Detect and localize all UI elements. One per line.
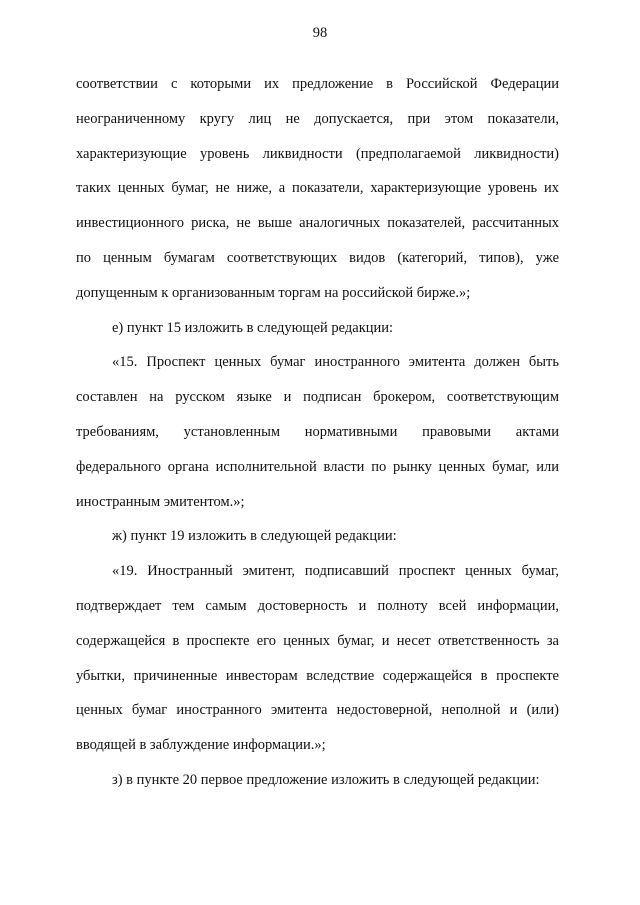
text-line: по ценным бумагам соответствующих видов (категорий, типов), уже (76, 249, 559, 266)
text-line: неограниченному кругу лиц не допускается, при этом показатели, (76, 110, 559, 127)
text-line: федерального органа исполнительной власти по рынку ценных бумаг, или (76, 458, 559, 475)
text-line: характеризующие уровень ликвидности (предполагаемой ликвидности) (76, 145, 559, 162)
text-line: требованиям, установленным нормативными правовыми актами (76, 423, 559, 440)
paragraph-continuation (76, 67, 559, 311)
paragraph-item-zh (76, 519, 559, 554)
text-line: «15. Проспект ценных бумаг иностранного эмитента должен быть (112, 354, 559, 371)
text-line: инвестиционного риска, не выше аналогичных показателей, рассчитанных (76, 215, 559, 232)
text-line: содержащейся в проспекте его ценных бумаг, и несет ответственность за (76, 632, 559, 649)
paragraph-clause-19 (76, 554, 559, 763)
text-line: е) пункт 15 изложить в следующей редакции: (112, 319, 394, 336)
paragraph-clause-15 (76, 345, 559, 519)
text-line: ж) пункт 19 изложить в следующей редакции: (112, 528, 397, 545)
text-line: «19. Иностранный эмитент, подписавший проспект ценных бумаг, (112, 563, 559, 580)
text-line: допущенным к организованным торгам на российской бирже.»; (76, 284, 471, 301)
text-line: соответствии с которыми их предложение в Российской Федерации (76, 76, 559, 92)
page-number: 98 (312, 25, 328, 41)
text-line: ценных бумаг иностранного эмитента недостоверной, неполной и (или) (76, 702, 559, 719)
paragraph-item-e (76, 311, 559, 346)
text-line: иностранным эмитентом.»; (76, 493, 245, 510)
document-body (76, 67, 559, 798)
text-line: з) в пункте 20 первое предложение изложить в следующей редакции: (112, 771, 540, 788)
text-line: таких ценных бумаг, не ниже, а показатели, характеризующие уровень их (76, 180, 559, 197)
text-line: вводящей в заблуждение информации.»; (76, 737, 326, 754)
paragraph-item-z (76, 763, 559, 798)
text-line: составлен на русском языке и подписан брокером, соответствующим (76, 389, 559, 406)
text-line: убытки, причиненные инвесторам вследствие содержащейся в проспекте (76, 667, 559, 684)
text-line: подтверждает тем самым достоверность и полноту всей информации, (76, 597, 559, 614)
